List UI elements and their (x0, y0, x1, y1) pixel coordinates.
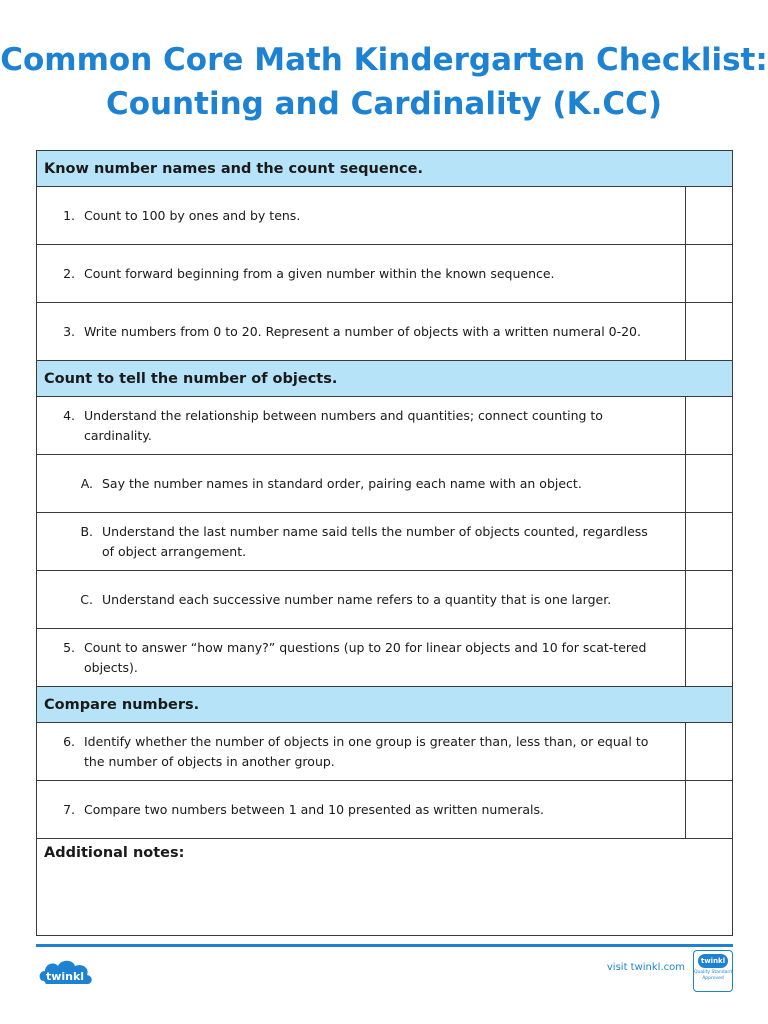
visit-link[interactable]: visit twinkl.com (606, 962, 685, 973)
checklist-row (37, 723, 733, 781)
logo-text: twinkl (45, 970, 85, 983)
checklist-row (37, 455, 733, 513)
item-text: Compare two numbers between 1 and 10 presented as written numerals. (84, 801, 544, 817)
item-number: 2. (63, 265, 75, 281)
badge-brand: twinkl (698, 954, 728, 968)
checklist-row (37, 629, 733, 687)
item-number: 7. (63, 801, 75, 817)
item-text: Count to answer “how many?” questions (up to 20 for linear objects and 10 for scat-tered objects). (84, 639, 647, 675)
checkbox-cell[interactable] (685, 397, 732, 455)
item-text: Write numbers from 0 to 20. Represent a number of objects with a written numeral 0-20. (84, 323, 641, 339)
checkbox-cell[interactable] (685, 455, 732, 513)
item-text: Identify whether the number of objects in one group is greater than, less than, or equal to the number of objects in another group. (84, 733, 649, 769)
notes-field[interactable] (37, 839, 733, 936)
section-heading-text: Compare numbers. (37, 687, 733, 723)
item-text: Count to 100 by ones and by tens. (84, 207, 301, 223)
checkbox-cell[interactable] (685, 723, 732, 781)
item-number: 4. (63, 407, 75, 423)
checklist-row (37, 397, 733, 455)
checklist-row (37, 303, 733, 361)
section-heading (37, 687, 733, 723)
section-heading (37, 151, 733, 187)
item-number: C. (80, 591, 93, 607)
checklist-row (37, 781, 733, 839)
section-heading (37, 361, 733, 397)
notes-row (37, 839, 733, 936)
section-heading-text: Count to tell the number of objects. (37, 361, 733, 397)
section-heading-text: Know number names and the count sequence. (37, 151, 733, 187)
checkbox-cell[interactable] (685, 245, 732, 303)
badge-text: Quality Standard Approved (694, 970, 732, 981)
page-title-line2: Counting and Cardinality (K.CC) (105, 86, 663, 122)
item-number: 5. (63, 639, 75, 655)
item-number: 3. (63, 323, 75, 339)
twinkl-logo-icon (36, 955, 96, 989)
checklist-row (37, 513, 733, 571)
item-text: Understand each successive number name refers to a quantity that is one larger. (102, 591, 612, 607)
checkbox-cell[interactable] (685, 571, 732, 629)
checkbox-cell[interactable] (685, 513, 732, 571)
checklist-row (37, 187, 733, 245)
item-number: 1. (63, 207, 75, 223)
item-text: Understand the last number name said tells the number of objects counted, regardless of object arrangement. (102, 523, 648, 559)
checklist-row (37, 245, 733, 303)
quality-badge (693, 950, 733, 992)
item-text: Understand the relationship between numbers and quantities; connect counting to cardinality. (84, 407, 603, 443)
item-number: A. (80, 475, 93, 491)
footer-divider (36, 944, 733, 947)
notes-label: Additional notes: (44, 845, 185, 861)
item-text: Say the number names in standard order, pairing each name with an object. (102, 475, 582, 491)
item-number: 6. (63, 733, 75, 749)
checklist-table (36, 150, 733, 936)
page-title (0, 38, 768, 126)
item-text: Count forward beginning from a given number within the known sequence. (84, 265, 555, 281)
item-number: B. (80, 523, 93, 539)
checklist-row (37, 571, 733, 629)
checkbox-cell[interactable] (685, 303, 732, 361)
checkbox-cell[interactable] (685, 629, 732, 687)
checkbox-cell[interactable] (685, 187, 732, 245)
page-title-line1: Common Core Math Kindergarten Checklist: (0, 42, 768, 78)
checkbox-cell[interactable] (685, 781, 732, 839)
